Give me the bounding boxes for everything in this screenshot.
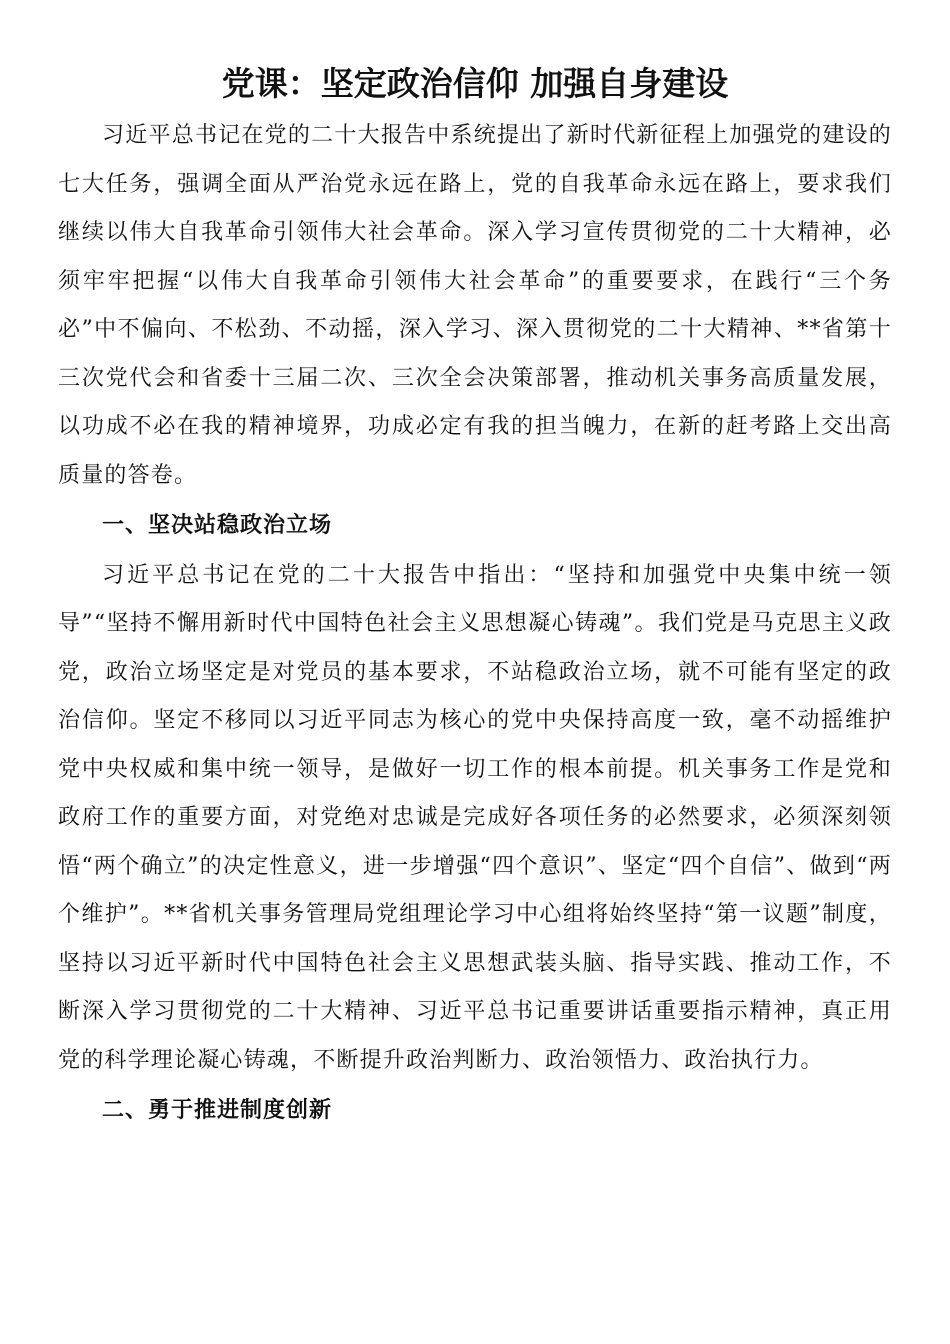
section-heading-1: 一、坚决站稳政治立场 bbox=[102, 513, 333, 538]
section-heading-2: 二、勇于推进制度创新 bbox=[102, 1098, 333, 1123]
intro-paragraph: 习近平总书记在党的二十大报告中系统提出了新时代新征程上加强党的建设的七大任务，强调全面从严治党永远在路上，党的自我革命永远在路上，要求我们继续以伟大自我革命引领伟大社会革命。深入学习宣传贯彻党的二十大精神，必须牢牢把握“以伟大自我革命引领伟大社会革命”的重要要求，在践行“三个务必”中不偏向、不松劲、不动摇，深入学习、深入贯彻党的二十大精神、**省第十三次党代会和省委十三届二次、三次全会决策部署，推动机关事务高质量发展，以功成不必在我的精神境界，功成必定有我的担当魄力，在新的赶考路上交出高质量的答卷。 bbox=[58, 123, 892, 488]
section-1-paragraph: 习近平总书记在党的二十大报告中指出：“坚持和加强党中央集中统一领导”“坚持不懈用新时代中国特色社会主义思想凝心铸魂”。我们党是马克思主义政党，政治立场坚定是对党员的基本要求，不站稳政治立场，就不可能有坚定的政治信仰。坚定不移同以习近平同志为核心的党中央保持高度一致，毫不动摇维护党中央权威和集中统一领导，是做好一切工作的根本前提。机关事务工作是党和政府工作的重要方面，对党绝对忠诚是完成好各项任务的必然要求，必须深刻领悟“两个确立”的决定性意义，进一步增强“四个意识”、坚定“四个自信”、做到“两个维护”。**省机关事务管理局党组理论学习中心组将始终坚持“第一议题”制度，坚持以习近平新时代中国特色社会主义思想武装头脑、指导实践、推动工作，不断深入学习贯彻党的二十大精神、习近平总书记重要讲话重要指示精神，真正用党的科学理论凝心铸魂，不断提升政治判断力、政治领悟力、政治执行力。 bbox=[58, 562, 892, 1073]
document-page bbox=[58, 56, 892, 1136]
document-title: 党课：坚定政治信仰 加强自身建设 bbox=[221, 64, 729, 103]
